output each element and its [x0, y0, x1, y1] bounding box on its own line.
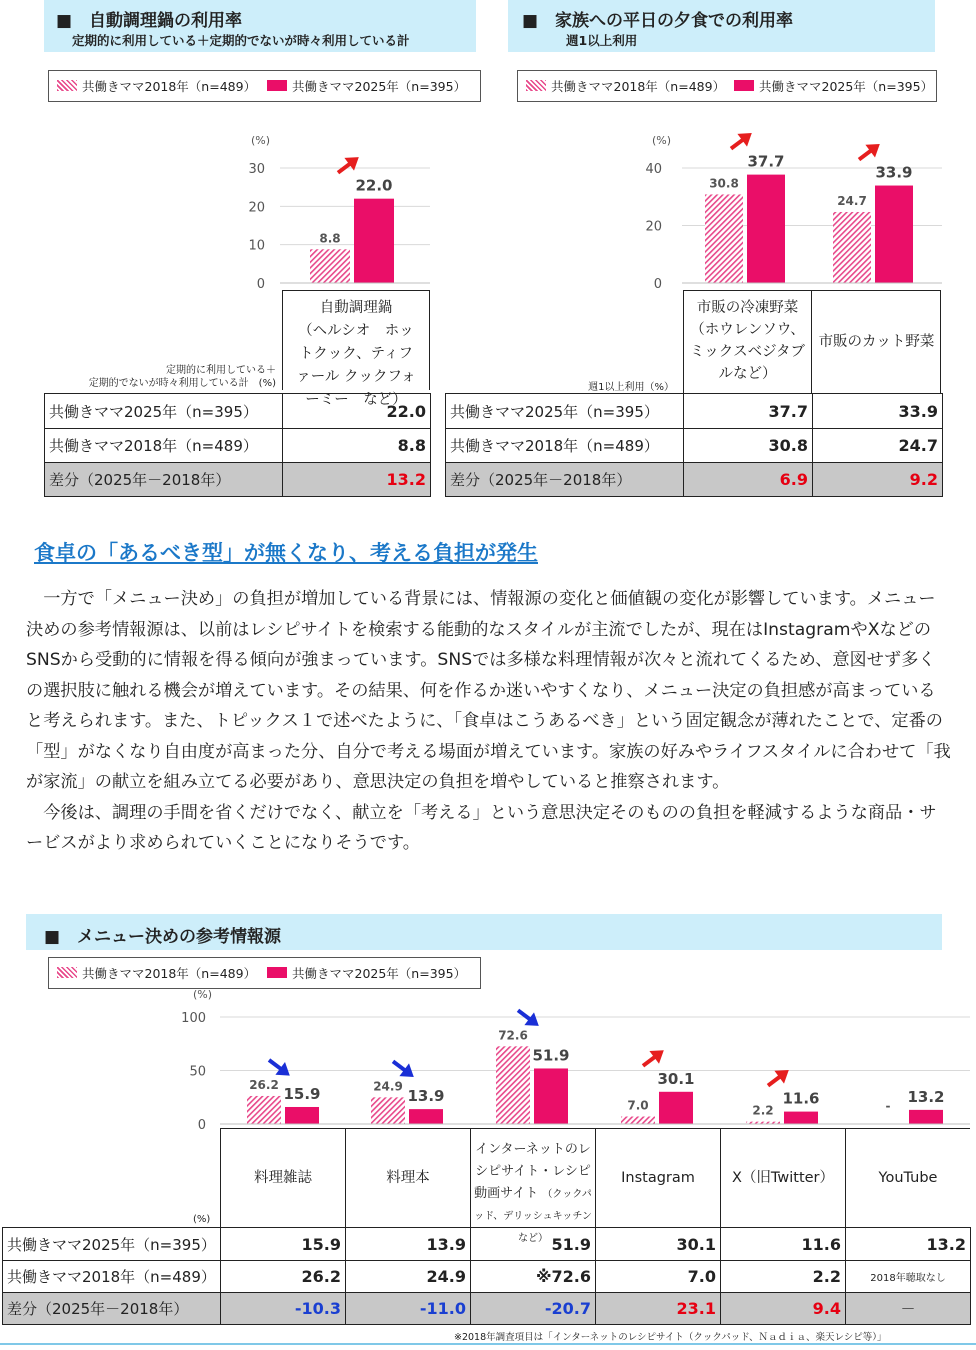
y-tick-label: 20	[248, 200, 265, 216]
y-tick-label: 0	[653, 277, 662, 292]
diff-cell: 9.2	[813, 463, 943, 497]
value-cell: 13.2	[846, 1228, 971, 1261]
diff-cell: 13.2	[283, 463, 431, 497]
panel2-title: ■ 家族への平日の夕食での利用率	[522, 11, 794, 31]
row-label: 共働きママ2018年（n=489）	[446, 429, 684, 463]
data-label-2018: 24.9	[373, 1079, 403, 1094]
data-label-2025: 13.9	[407, 1087, 445, 1106]
value-cell: 30.1	[596, 1228, 721, 1261]
section-heading: 食卓の「あるべき型」が無くなり、考える負担が発生	[34, 541, 538, 565]
data-label-2025: 33.9	[875, 163, 913, 182]
row-label: 共働きママ2025年（n=395）	[45, 394, 283, 429]
diff-cell: -10.3	[221, 1293, 346, 1325]
value-cell: 51.9	[471, 1228, 596, 1261]
panel2-subtitle: 週1以上利用	[566, 33, 638, 48]
row-label: 差分（2025年－2018年）	[3, 1293, 221, 1325]
data-label-2018: 8.8	[319, 231, 341, 246]
bar-2025	[659, 1092, 693, 1124]
data-label-2018: 2.2	[752, 1103, 774, 1118]
value-cell: 24.7	[813, 429, 943, 463]
legend-label-2025: 共働きママ2025年（n=395）	[759, 79, 934, 94]
category-text: Instagram	[621, 1170, 695, 1186]
data-label-2018: -	[885, 1099, 891, 1113]
diff-cell: 23.1	[596, 1293, 721, 1325]
bottom-rule	[0, 1343, 976, 1345]
panel3-data-table	[2, 1227, 971, 1325]
category-youtube	[846, 1129, 970, 1227]
bar-2018	[247, 1096, 281, 1124]
diff-cell: -20.7	[471, 1293, 596, 1325]
category-cookbook	[346, 1129, 471, 1227]
legend-label-2018: 共働きママ2018年（n=489）	[82, 79, 257, 94]
category-x-twitter	[721, 1129, 846, 1227]
value-cell: 33.9	[813, 394, 943, 429]
category-text: 料理雑誌	[254, 1170, 312, 1186]
data-label-2025: 22.0	[355, 176, 393, 195]
panel3-row-unit: (%)	[193, 1214, 211, 1225]
y-tick-label: 10	[248, 238, 265, 254]
data-label-2025: 13.2	[907, 1087, 945, 1106]
value-cell: 11.6	[721, 1228, 846, 1261]
row-label: 共働きママ2025年（n=395）	[3, 1228, 221, 1261]
value-cell: 7.0	[596, 1261, 721, 1293]
category-text: 市販の冷凍野菜 （ホウレンソウ、ミックスベジタブルなど）	[690, 300, 805, 382]
category-text: 市販のカット野菜	[818, 334, 935, 350]
y-tick-label: 50	[189, 1064, 206, 1080]
data-label-2018: 72.6	[498, 1028, 528, 1043]
bar-2025	[909, 1110, 943, 1124]
value-cell: 37.7	[684, 394, 813, 429]
category-cooking-magazine	[221, 1129, 346, 1227]
legend-label-2025: 共働きママ2025年（n=395）	[292, 79, 467, 94]
data-label-2018: 7.0	[627, 1098, 649, 1113]
category-text: 料理本	[386, 1170, 430, 1186]
panel3-title: ■ メニュー決めの参考情報源	[44, 927, 282, 947]
value-cell: 2.2	[721, 1261, 846, 1293]
value-cell: 15.9	[221, 1228, 346, 1261]
panel1-title: ■ 自動調理鍋の利用率	[56, 11, 243, 31]
panel1-unit: (%)	[251, 134, 271, 147]
bar-2018	[621, 1117, 655, 1124]
row-label: 差分（2025年－2018年）	[45, 463, 283, 497]
legend-label-2018: 共働きママ2018年（n=489）	[551, 79, 726, 94]
y-tick-label: 100	[181, 1011, 206, 1026]
panel2-unit: (%)	[652, 134, 672, 147]
category-text: YouTube	[878, 1170, 938, 1186]
legend-label-2018: 共働きママ2018年（n=489）	[82, 966, 257, 981]
paragraph: 一方で「メニュー決め」の負担が増加している背景には、情報源の変化と価値観の変化が影響しています。メニュー決めの参考情報源は、以前はレシピサイトを検索する能動的なスタイルが主流でしたが、現在はInstagramやXなどのSNSから受動的に情報を得る傾向が強まっています。SNSでは多様な料理情報が次々と流れてくるため、意図せず多くの選択肢に触れる機会が増えています。その結果、何を作るか迷いやすくなり、メニュー決定の負担感が高まっていると考えられます。また、トピックス１で述べたように、「食卓はこうあるべき」という固定観念が薄れたことで、定番の「型」がなくなり自由度が高まった分、自分で考える場面が増えています。家族の好みやライフスタイルに合わせて「我が家流」の献立を組み立てる必要があり、意思決定の負担を増やしていると推察されます。	[26, 589, 951, 792]
row-label: 共働きママ2018年（n=489）	[3, 1261, 221, 1293]
table-row-diff	[3, 1293, 971, 1325]
y-tick-label: 0	[256, 277, 265, 292]
bar-2018	[496, 1046, 530, 1124]
data-label-2025: 51.9	[532, 1046, 570, 1065]
row-label: 差分（2025年－2018年）	[446, 463, 684, 497]
row-note-line1: 定期的に利用している＋	[166, 365, 276, 376]
data-label-2025: 11.6	[782, 1089, 820, 1108]
legend-label-2025: 共働きママ2025年（n=395）	[292, 966, 467, 981]
category-text: 自動調理鍋 （ヘルシオ ホットクック、ティファール クックフォーミー など）	[296, 300, 416, 408]
diff-cell: 9.4	[721, 1293, 846, 1325]
value-cell-not-surveyed: 2018年聴取なし	[846, 1261, 971, 1293]
data-label-2018: 26.2	[249, 1077, 279, 1092]
category-text: インターネットのレシピサイト・レシピ動画サイト	[474, 1142, 591, 1201]
y-tick-label: 20	[645, 219, 662, 235]
value-cell: 24.9	[346, 1261, 471, 1293]
data-label-2025: 15.9	[283, 1084, 321, 1103]
bar-2025	[534, 1068, 568, 1124]
data-label-2018: 30.8	[709, 176, 739, 191]
y-tick-label: 30	[248, 162, 265, 177]
paragraph: 今後は、調理の手間を省くだけでなく、献立を「考える」という意思決定そのものの負担を軽減するような商品・サービスがより求められていくことになりそうです。	[26, 802, 937, 853]
diff-cell: －	[846, 1293, 971, 1325]
row-label: 共働きママ2025年（n=395）	[446, 394, 684, 429]
data-label-2018: 24.7	[837, 193, 867, 208]
category-text: X（旧Twitter）	[731, 1170, 835, 1186]
bar-2018	[371, 1097, 405, 1124]
row-label: 共働きママ2018年（n=489）	[45, 429, 283, 463]
table-row	[3, 1261, 971, 1293]
panel2-row-note: 週1以上利用（%）	[588, 382, 674, 393]
value-cell: 26.2	[221, 1261, 346, 1293]
diff-cell: -11.0	[346, 1293, 471, 1325]
category-instagram	[596, 1129, 721, 1227]
panel3-unit: (%)	[193, 988, 213, 1001]
bar-2025	[285, 1107, 319, 1124]
y-tick-label: 0	[197, 1118, 206, 1133]
value-cell: 30.8	[684, 429, 813, 463]
row-note-line2: 定期的でないが時々利用している計 (%)	[88, 378, 276, 389]
data-label-2025: 30.1	[657, 1069, 695, 1088]
value-cell: 22.0	[283, 394, 431, 429]
value-cell: ※72.6	[471, 1261, 596, 1293]
footnote: ※2018年調査項目は「インターネットのレシピサイト（クックパッド、Ｎａｄｉａ、楽天レシピ等）」	[454, 1332, 887, 1343]
panel1-subtitle: 定期的に利用している＋定期的でないが時々利用している計	[72, 33, 410, 48]
table-row	[3, 1228, 971, 1261]
bar-2025	[409, 1109, 443, 1124]
diff-cell: 6.9	[684, 463, 813, 497]
bar-2025	[784, 1112, 818, 1124]
category-note: （クックパッド、デリッシュキッチンなど）	[474, 1189, 592, 1244]
value-cell: 13.9	[346, 1228, 471, 1261]
value-cell: 8.8	[283, 429, 431, 463]
data-label-2025: 37.7	[747, 152, 785, 171]
y-tick-label: 40	[645, 162, 662, 177]
